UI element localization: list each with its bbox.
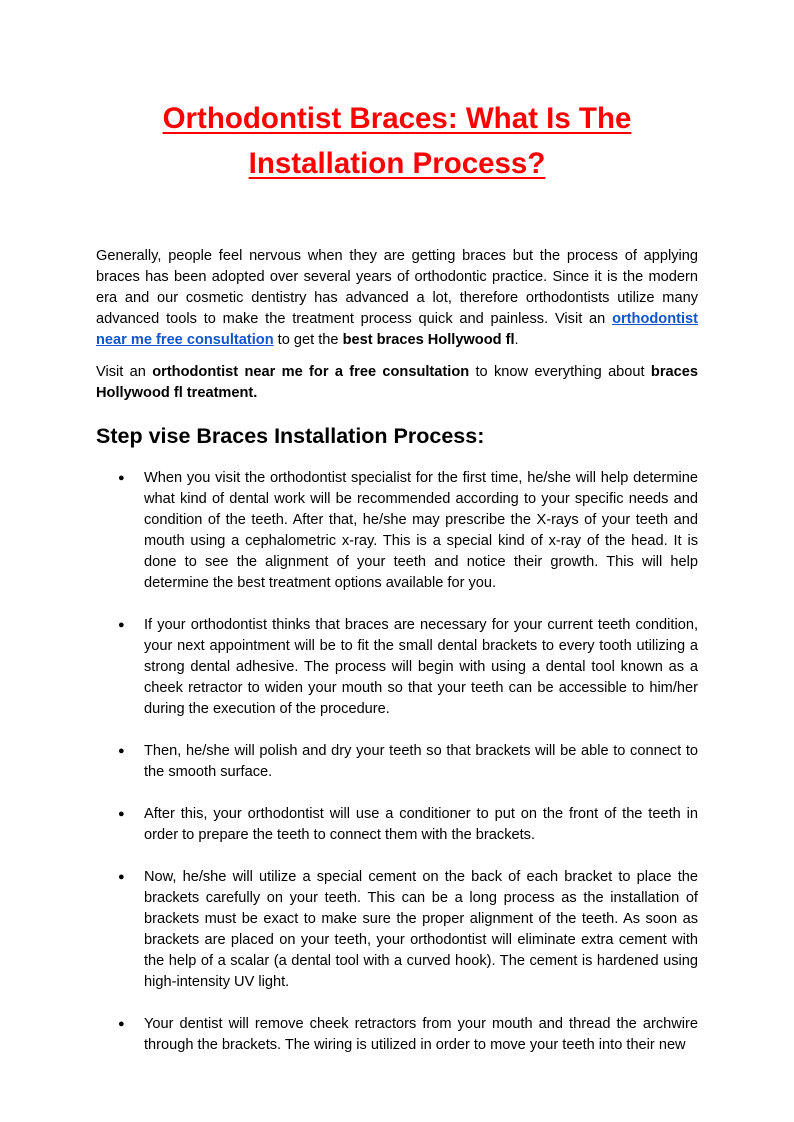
intro-text-after-link: to get the <box>273 332 343 348</box>
intro-period: . <box>514 332 519 348</box>
intro-paragraph <box>96 246 698 351</box>
step-text: After this, your orthodontist will use a conditioner to put on the front of the teeth in order to prepare the teeth to connect them with the brackets. <box>144 806 698 843</box>
visit-text-2: to know everything about <box>469 364 651 380</box>
page-title: Orthodontist Braces: What Is The Installation Process? <box>162 102 632 180</box>
visit-text-1: Visit an <box>96 364 153 380</box>
section-heading: Step vise Braces Installation Process: <box>96 424 485 448</box>
list-item <box>96 741 698 783</box>
list-item <box>96 615 698 720</box>
step-text: Then, he/she will polish and dry your teeth so that brackets will be able to connect to the smooth surface. <box>144 743 698 780</box>
bullet-icon: ● <box>118 745 125 757</box>
visit-paragraph <box>96 362 698 404</box>
step-text: Your dentist will remove cheek retractors from your mouth and thread the archwire through the brackets. The wiring is utilized in order to move your teeth into their new <box>144 1016 698 1053</box>
intro-bold-keyword: best braces Hollywood fl <box>342 332 515 348</box>
consultation-link[interactable]: orthodontist near me free consultation <box>96 311 698 348</box>
step-text: If your orthodontist thinks that braces are necessary for your current teeth condition, your next appointment will be to fit the small dental brackets to every tooth utilizing a strong dental adhesive. The process will begin with using a dental tool known as a cheek retractor to widen your mouth so that your teeth can be accessible to him/her during the execution of the procedure. <box>144 617 698 717</box>
steps-list <box>96 468 698 1077</box>
bullet-icon: ● <box>118 1018 125 1030</box>
bullet-icon: ● <box>118 808 125 820</box>
step-text: When you visit the orthodontist specialist for the first time, he/she will help determine what kind of dental work will be recommended according to your specific needs and condition of the teeth. After that, he/she may prescribe the X-rays of your teeth and mouth using a cephalometric x-ray. This is a special kind of x-ray of the head. It is done to see the alignment of your teeth and notice their growth. This will help determine the best treatment options available for you. <box>144 470 698 591</box>
list-item <box>96 468 698 594</box>
visit-bold-2: braces Hollywood fl treatment. <box>96 364 698 401</box>
bullet-icon: ● <box>118 472 125 484</box>
bullet-icon: ● <box>118 619 125 631</box>
intro-text: Generally, people feel nervous when they are getting braces but the process of applying braces has been adopted over several years of orthodontic practice. Since it is the modern era and our cosmetic dentistry has advanced a lot, therefore orthodontists utilize many advanced tools to make the treatment process quick and painless. Visit an <box>96 248 698 327</box>
bullet-icon: ● <box>118 871 125 883</box>
list-item <box>96 804 698 846</box>
step-text: Now, he/she will utilize a special cement on the back of each bracket to place the brackets carefully on your teeth. This can be a long process as the installation of brackets must be exact to make sure the proper alignment of the teeth. As soon as brackets are placed on your teeth, your orthodontist will eliminate extra cement with the help of a scalar (a dental tool with a curved hook). The cement is hardened using high-intensity UV light. <box>144 869 698 990</box>
list-item <box>96 867 698 993</box>
visit-bold-1: orthodontist near me for a free consultation <box>152 364 470 380</box>
list-item <box>96 1014 698 1056</box>
